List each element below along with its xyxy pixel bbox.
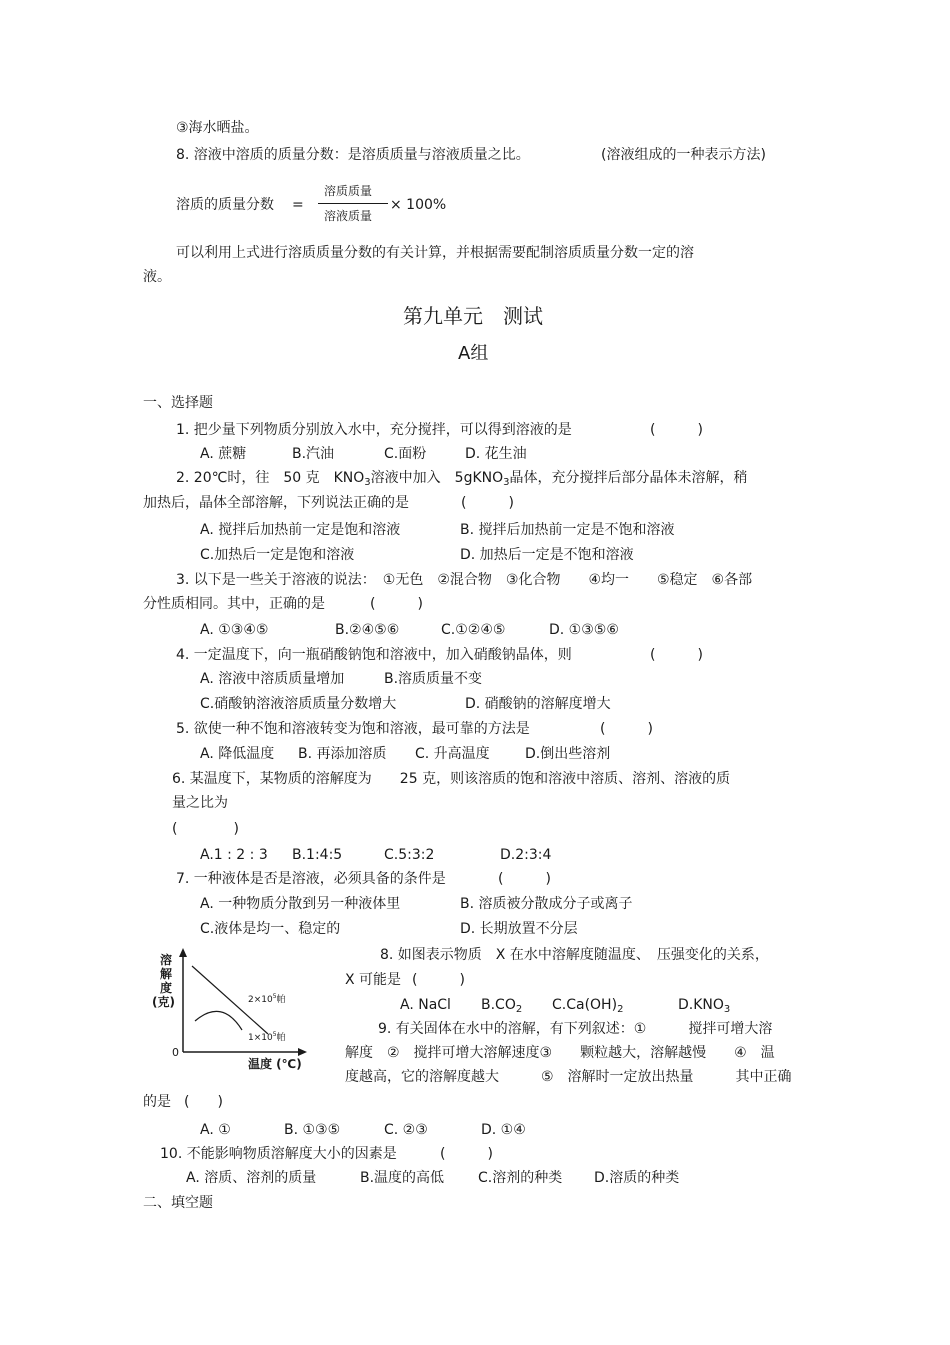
origin-label: 0 [172,1046,179,1059]
x-axis-label: 温度 (℃) [248,1057,302,1071]
q9-option-c[interactable]: C. ②③ [384,1122,428,1138]
q8-option-d[interactable]: $D.KNO_3$ [678,997,731,1015]
q9-stem: 9. 有关固体在水中的溶解，有下列叙述：① 搅拌可增大溶 [378,1021,773,1037]
q2-option-a[interactable]: A. 搅拌后加热前一定是饱和溶液 [200,522,401,538]
section-heading-fill-in: 二、填空题 [143,1195,213,1211]
q5-option-a[interactable]: A. 降低温度 [200,746,275,762]
q3-option-d[interactable]: D. ①③⑤⑥ [549,622,619,638]
q7-option-c[interactable]: C.液体是均一、稳定的 [200,921,341,937]
intro-usage-line1: 可以利用上式进行溶质质量分数的有关计算，并根据需要配制溶质质量分数一定的溶 [176,245,694,261]
q2-answer-blank[interactable]: ( ) [461,495,514,511]
q9-answer-blank[interactable]: ( ) [184,1094,223,1110]
q3-stem: 3. 以下是一些关于溶液的说法： ①无色 ②混合物 ③化合物 ④均一 ⑤稳定 ⑥各部 [176,572,753,588]
q3-answer-blank[interactable]: ( ) [370,596,423,612]
y-axis-label-unit: (克) [152,995,175,1009]
q1-option-c[interactable]: C.面粉 [384,446,427,462]
q4-option-b[interactable]: B.溶质质量不变 [384,671,483,687]
page-title: 第九单元 测试 [403,304,543,328]
q2-option-d[interactable]: D. 加热后一定是不饱和溶液 [460,547,634,563]
q5-answer-blank[interactable]: ( ) [600,721,653,737]
q2-stem: 2. 20℃时，往 50 克 $KNO_3$溶液中加入 5gKNO$_3$晶体，充分搅拌后部分晶体未溶解，稍 [176,470,748,488]
q9-option-d[interactable]: D. ①④ [481,1122,526,1138]
y-axis-arrow-icon [179,948,187,957]
curve-low-pressure [195,1011,242,1030]
q4-option-c[interactable]: C.硝酸钠溶液溶质质量分数增大 [200,696,397,712]
formula-multiplier: × 100% [390,197,447,213]
q8-option-a[interactable]: A. NaCl [400,997,451,1013]
y-axis-label-char: 溶 [160,953,173,967]
q1-option-b[interactable]: B.汽油 [292,446,335,462]
q7-stem: 7. 一种液体是否是溶液，必须具备的条件是 [176,871,446,887]
formula-label: 溶质的质量分数 [176,197,274,213]
q8-answer-blank[interactable]: ( ) [412,972,465,988]
curve-label-upper: $2\times 10^5$帕 [248,993,286,1005]
q4-answer-blank[interactable]: ( ) [650,647,703,663]
q6-option-a[interactable]: A.1 : 2 : 3 [200,847,268,863]
fraction-bar [318,203,388,204]
q1-option-d[interactable]: D. 花生油 [465,446,527,462]
x-axis-arrow-icon [298,1048,307,1056]
q10-option-c[interactable]: C.溶剂的种类 [478,1170,563,1186]
intro-usage-line2: 液。 [143,269,171,285]
q10-option-d[interactable]: D.溶质的种类 [594,1170,680,1186]
q7-option-d[interactable]: D. 长期放置不分层 [460,921,578,937]
q9-option-b[interactable]: B. ①③⑤ [284,1122,341,1138]
q3-option-a[interactable]: A. ①③④⑤ [200,622,269,638]
q8-stem: 8. 如图表示物质 X 在水中溶解度随温度、 压强变化的关系， [380,947,769,963]
q5-option-b[interactable]: B. 再添加溶质 [298,746,387,762]
q10-option-b[interactable]: B.温度的高低 [360,1170,445,1186]
q2-stem-line2: 加热后，晶体全部溶解，下列说法正确的是 [143,495,409,511]
y-axis-label-char: 解 [160,967,173,981]
q4-stem: 4. 一定温度下，向一瓶硝酸钠饱和溶液中，加入硝酸钠晶体，则 [176,647,572,663]
q8-option-b[interactable]: $B.CO_2$ [481,997,523,1015]
q3-option-b[interactable]: B.②④⑤⑥ [335,622,400,638]
formula-numerator: 溶质质量 [324,184,373,198]
section-heading-choice: 一、选择题 [143,395,213,411]
curve-label-lower: $1\times 10^5$帕 [248,1031,286,1043]
q5-stem: 5. 欲使一种不饱和溶液转变为饱和溶液，最可靠的方法是 [176,721,530,737]
intro-item8: 8. 溶液中溶质的质量分数：是溶质质量与溶液质量之比。 [176,147,530,163]
q7-option-a[interactable]: A. 一种物质分散到另一种液体里 [200,896,401,912]
q6-stem-line2: 量之比为 [172,795,228,811]
intro-item8-note: (溶液组成的一种表示方法) [601,147,766,163]
q6-option-c[interactable]: C.5:3:2 [384,847,435,863]
q10-option-a[interactable]: A. 溶质、溶剂的质量 [186,1170,317,1186]
q7-answer-blank[interactable]: ( ) [498,871,551,887]
formula-equals: = [292,197,304,213]
q6-answer-blank[interactable]: ( ) [172,821,239,837]
q1-stem: 1. 把少量下列物质分别放入水中，充分搅拌，可以得到溶液的是 [176,422,572,438]
q6-stem: 6. 某温度下，某物质的溶解度为 25 克，则该溶质的饱和溶液中溶质、溶剂、溶液的质 [172,771,731,787]
q9-stem-line4: 的是 [143,1094,171,1110]
q9-stem-line2: 解度 ② 搅拌可增大溶解速度③ 颗粒越大，溶解越慢 ④ 温 [345,1045,775,1061]
q5-option-d[interactable]: D.倒出些溶剂 [525,746,611,762]
q10-stem: 10. 不能影响物质溶解度大小的因素是 [160,1146,397,1162]
y-axis-label-char: 度 [160,981,173,995]
q9-option-a[interactable]: A. ① [200,1122,231,1138]
y-axis-label [152,952,175,1009]
group-heading: A组 [458,343,489,364]
q7-option-b[interactable]: B. 溶质被分散成分子或离子 [460,896,633,912]
q6-option-b[interactable]: B.1:4:5 [292,847,343,863]
q1-option-a[interactable]: A. 蔗糖 [200,446,247,462]
q6-option-d[interactable]: D.2:3:4 [500,847,552,863]
q3-stem-line2: 分性质相同。其中，正确的是 [143,596,325,612]
q9-stem-line3: 度越高，它的溶解度越大 ⑤ 溶解时一定放出热量 其中正确 [345,1069,792,1085]
q4-option-a[interactable]: A. 溶液中溶质质量增加 [200,671,345,687]
q5-option-c[interactable]: C. 升高温度 [415,746,490,762]
q1-answer-blank[interactable]: ( ) [650,422,703,438]
q4-option-d[interactable]: D. 硝酸钠的溶解度增大 [465,696,611,712]
formula-denominator: 溶液质量 [324,209,373,223]
q2-option-b[interactable]: B. 搅拌后加热前一定是不饱和溶液 [460,522,675,538]
solubility-graph [150,946,320,1076]
intro-item3: ③海水晒盐。 [176,120,259,136]
q10-answer-blank[interactable]: ( ) [440,1146,493,1162]
q8-stem-line2: X 可能是 [345,972,402,988]
q3-option-c[interactable]: C.①②④⑤ [441,622,506,638]
q8-option-c[interactable]: $C.Ca(OH)_2$ [552,997,624,1015]
q2-option-c[interactable]: C.加热后一定是饱和溶液 [200,547,355,563]
